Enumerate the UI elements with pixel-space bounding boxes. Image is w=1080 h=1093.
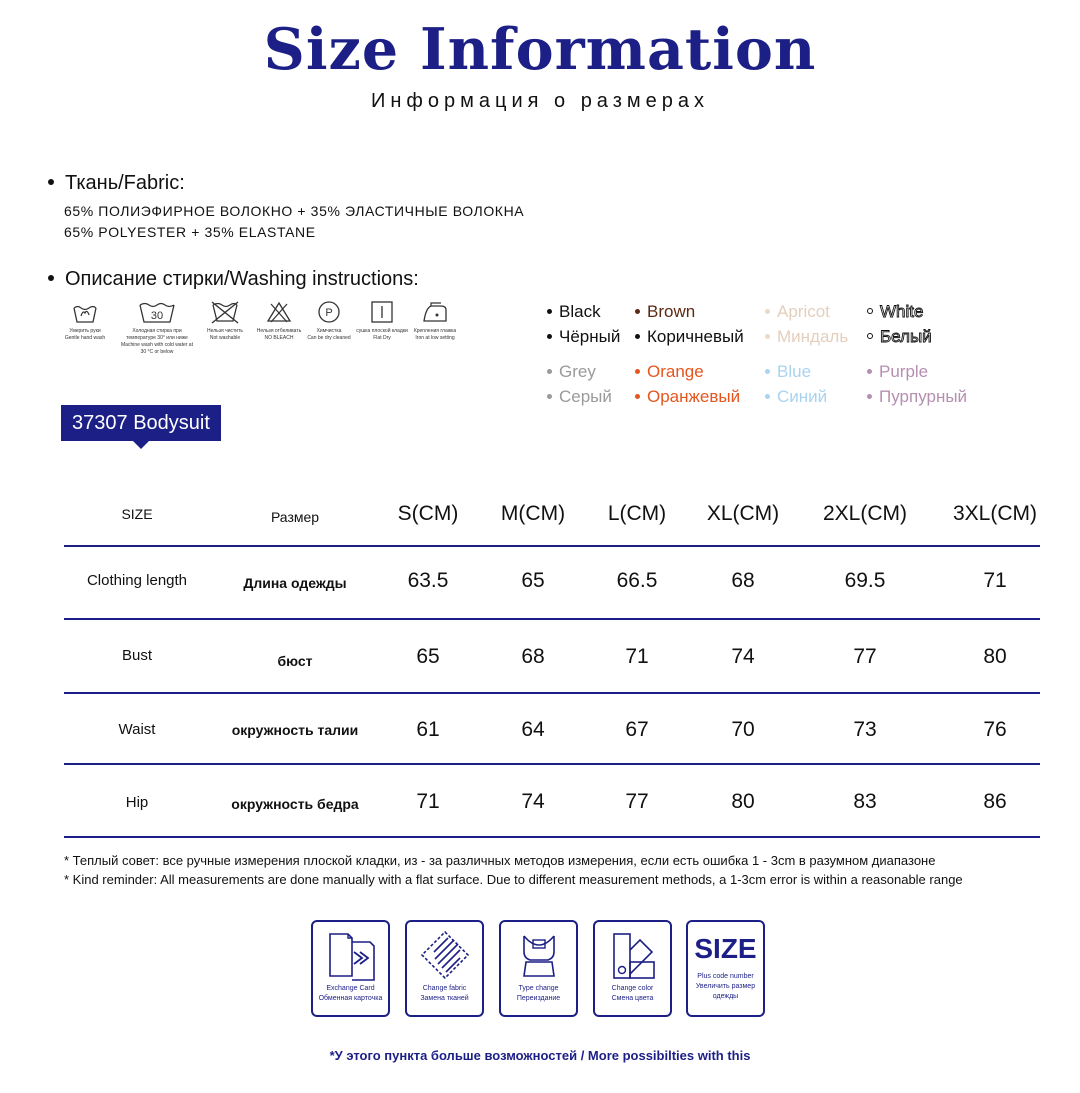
service-label-ru: Смена цвета	[611, 995, 654, 1002]
wash-temp-label: 30	[150, 310, 164, 322]
table-cell: 67	[625, 718, 649, 741]
color-name-ru: Миндаль	[777, 327, 849, 346]
table-header-s: S(CM)	[397, 502, 459, 525]
table-cell: 65	[521, 569, 545, 592]
type-change-icon	[508, 928, 570, 984]
size-icon: SIZE	[694, 933, 757, 964]
color-name-en: Blue	[777, 362, 812, 381]
table-cell: 68	[731, 569, 755, 592]
wash-symbol-iron	[403, 300, 467, 342]
row-label-clothing-length-ru: Длина одежды	[243, 575, 347, 591]
table-header-2xl: 2XL(CM)	[822, 502, 907, 525]
table-divider	[64, 836, 1040, 838]
color-option-black	[547, 302, 601, 322]
color-name-en: Grey	[559, 362, 596, 381]
table-cell: 63.5	[407, 569, 449, 592]
color-option-purple-ru	[867, 387, 967, 407]
service-label-ru: Увеличить размер одежды	[695, 983, 756, 1000]
wash-label-ru: Холодная стирка при температуре 30° или ниже	[126, 328, 188, 341]
service-card-fabric	[405, 920, 484, 1017]
table-cell: 64	[521, 718, 545, 741]
fabric-composition-ru: 65% ПОЛИЭФИРНОЕ ВОЛОКНО + 35% ЭЛАСТИЧНЫЕ ВОЛОКНА	[64, 203, 525, 219]
color-dot-icon	[867, 394, 872, 399]
washing-heading	[48, 268, 419, 291]
color-dot-icon	[867, 333, 873, 339]
wash-label-ru: Химчистка	[316, 328, 342, 334]
table-cell: 77	[625, 790, 649, 813]
wash-label-ru: Нельзя отбеливать	[256, 328, 302, 334]
row-label-bust: Bust	[121, 647, 152, 664]
page-title: Size Information	[263, 16, 817, 83]
table-divider	[64, 618, 1040, 620]
service-label-en: Change color	[611, 985, 654, 992]
color-option-orange	[635, 362, 704, 382]
service-label-en: Plus code number	[697, 973, 754, 980]
table-cell: 83	[853, 790, 877, 813]
color-name-ru: Серый	[559, 387, 612, 406]
table-cell: 77	[853, 645, 877, 668]
color-option-purple	[867, 362, 928, 382]
wash-symbol-hand-wash	[53, 300, 117, 342]
machine-wash-30-icon	[137, 300, 177, 324]
color-name-en: Brown	[647, 302, 696, 321]
service-label-ru: Переиздание	[516, 995, 561, 1002]
wash-label-ru: сушка плоской кладки	[356, 328, 408, 334]
wash-label-en: Not washable	[209, 335, 241, 341]
color-option-brown	[635, 302, 695, 322]
color-dot-icon	[635, 369, 640, 374]
color-option-white	[867, 302, 923, 322]
bullet-icon	[48, 275, 54, 281]
washing-heading-text: Описание стирки/Washing instructions:	[65, 268, 419, 290]
measurement-note-ru: * Теплый совет: все ручные измерения плоской кладки, из - за различных методов измерения, если есть ошибка 1 - 3cm в разумном диапазоне	[64, 853, 936, 868]
service-label-en: Change fabric	[422, 985, 467, 992]
flat-dry-icon	[369, 300, 395, 324]
product-tag: 37307 Bodysuit	[61, 405, 221, 441]
service-card-color	[593, 920, 672, 1017]
exchange-card-icon	[320, 928, 382, 984]
table-cell: 74	[521, 790, 545, 813]
table-cell: 70	[731, 718, 755, 741]
color-name-en: White	[880, 302, 924, 321]
change-fabric-icon	[414, 928, 476, 984]
table-header-m: M(CM)	[500, 502, 566, 525]
service-label-ru: Обменная карточка	[318, 995, 383, 1002]
table-header-3xl: 3XL(CM)	[952, 502, 1037, 525]
color-dot-icon	[765, 369, 770, 374]
row-label-waist: Waist	[118, 721, 156, 738]
color-option-black-ru	[547, 327, 620, 347]
table-divider	[64, 545, 1040, 547]
table-cell: 65	[416, 645, 440, 668]
hand-wash-icon	[72, 300, 98, 324]
service-card-type	[499, 920, 578, 1017]
color-option-grey-ru	[547, 387, 612, 407]
color-dot-icon	[867, 308, 873, 314]
table-divider	[64, 763, 1040, 765]
table-cell: 68	[521, 645, 545, 668]
color-dot-icon	[765, 309, 770, 314]
table-cell: 73	[853, 718, 877, 741]
color-option-grey	[547, 362, 596, 382]
table-header-size: SIZE	[121, 506, 153, 522]
color-dot-icon	[635, 334, 640, 339]
color-option-white-ru	[867, 327, 932, 347]
service-card-exchange	[311, 920, 390, 1017]
color-name-ru: Синий	[777, 387, 828, 406]
color-name-en: Black	[559, 302, 601, 321]
wash-label-ru: Нельзя чистить	[206, 328, 243, 334]
color-name-en: Orange	[647, 362, 704, 381]
service-card-size	[686, 920, 765, 1017]
table-cell: 71	[416, 790, 440, 813]
color-dot-icon	[635, 309, 640, 314]
table-cell: 71	[625, 645, 649, 668]
table-header-size-ru: Размер	[270, 509, 320, 525]
change-color-icon	[602, 928, 664, 984]
wash-label-en: Iron at low setting	[415, 335, 455, 341]
wash-label-en: Machine wash with cold water at 30 °C or below	[121, 342, 193, 355]
no-bleach-icon	[266, 300, 292, 324]
wash-label-ru: Умерить руки	[69, 328, 101, 334]
more-possibilities-text: *У этого пункта больше возможностей / More possibilties with this	[329, 1048, 751, 1063]
color-dot-icon	[765, 334, 770, 339]
color-option-apricot	[765, 302, 830, 322]
wash-label-ru: Крепления глажка	[413, 328, 457, 334]
color-name-ru: Белый	[880, 327, 932, 346]
table-cell: 80	[983, 645, 1007, 668]
table-cell: 74	[731, 645, 755, 668]
table-divider	[64, 692, 1040, 694]
color-name-ru: Чёрный	[559, 327, 621, 346]
measurement-note-en: * Kind reminder: All measurements are done manually with a flat surface. Due to different measurement methods, a 1-3cm error is within a reasonable range	[64, 872, 963, 887]
table-cell: 76	[983, 718, 1007, 741]
row-label-waist-ru: окружность талии	[231, 722, 359, 738]
wash-label-en: NO BLEACH	[264, 335, 294, 341]
row-label-hip-ru: окружность бедра	[231, 796, 359, 812]
color-option-blue	[765, 362, 811, 382]
color-dot-icon	[547, 394, 552, 399]
fabric-heading	[48, 172, 185, 195]
wash-label-en: Flat Dry	[373, 335, 391, 341]
row-label-hip: Hip	[125, 794, 149, 811]
color-dot-icon	[547, 309, 552, 314]
table-cell: 69.5	[844, 569, 886, 592]
do-not-tumble-dry-icon	[209, 300, 241, 324]
table-header-xl: XL(CM)	[706, 502, 780, 525]
color-name-en: Purple	[879, 362, 929, 381]
color-dot-icon	[765, 394, 770, 399]
bullet-icon	[48, 179, 54, 185]
iron-low-icon	[421, 300, 449, 324]
wash-label-en: Can be dry cleaned	[307, 335, 351, 341]
row-label-clothing-length: Clothing length	[86, 572, 188, 589]
table-header-l: L(CM)	[607, 502, 667, 525]
color-dot-icon	[635, 394, 640, 399]
fabric-composition-en: 65% POLYESTER + 35% ELASTANE	[64, 224, 316, 240]
page-subtitle: Информация о размерах	[371, 90, 709, 112]
color-name-ru: Оранжевый	[647, 387, 741, 406]
wash-label-en: Gentle hand wash	[64, 335, 106, 341]
color-option-apricot-ru	[765, 327, 848, 347]
service-label-ru: Замена ткaней	[420, 995, 469, 1002]
dry-clean-icon	[316, 300, 342, 324]
table-cell: 86	[983, 790, 1007, 813]
table-cell: 71	[983, 569, 1007, 592]
tag-pointer-icon	[133, 441, 149, 449]
service-label-en: Exchange Card	[326, 985, 375, 992]
service-label-en: Type change	[518, 985, 559, 992]
color-dot-icon	[547, 369, 552, 374]
color-option-blue-ru	[765, 387, 827, 407]
color-dot-icon	[547, 334, 552, 339]
color-name-ru: Коричневый	[647, 327, 744, 346]
color-dot-icon	[867, 369, 872, 374]
color-option-orange-ru	[635, 387, 740, 407]
table-cell: 61	[416, 718, 440, 741]
color-name-ru: Пурпурный	[879, 387, 968, 406]
color-name-en: Apricot	[777, 302, 830, 321]
wash-symbol-machine-wash	[118, 300, 196, 356]
table-cell: 80	[731, 790, 755, 813]
row-label-bust-ru: бюст	[277, 653, 313, 669]
color-option-brown-ru	[635, 327, 744, 347]
fabric-heading-text: Ткань/Fabric:	[65, 172, 185, 194]
dry-clean-letter: P	[325, 307, 333, 319]
table-cell: 66.5	[616, 569, 658, 592]
